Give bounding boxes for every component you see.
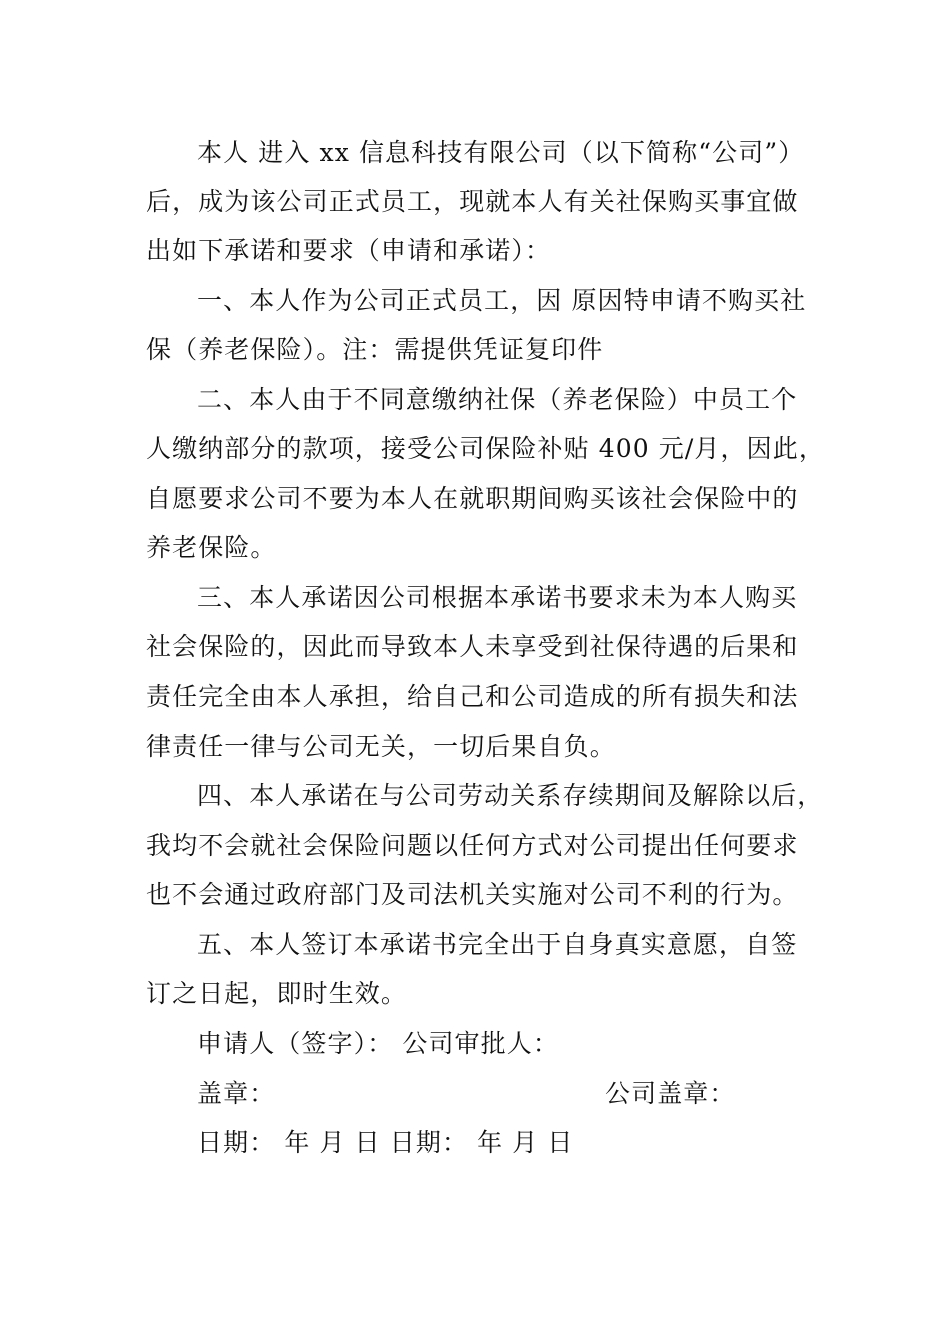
applicant-signature-line: 申请人（签字）： 公司审批人： — [197, 1029, 559, 1058]
clause-4-line-3: 也不会通过政府部门及司法机关实施对公司不利的行为。 — [146, 880, 799, 909]
clause-4-line-2: 我均不会就社会保险问题以任何方式对公司提出任何要求 — [146, 831, 799, 860]
date-line: 日期： 年 月 日 日期： 年 月 日 — [197, 1128, 574, 1157]
company-stamp-label: 公司盖章： — [605, 1079, 736, 1108]
clause-4-line-1: 四、本人承诺在与公司劳动关系存续期间及解除以后， — [197, 781, 824, 810]
clause-3-line-4: 律责任一律与公司无关，一切后果自负。 — [146, 732, 616, 761]
clause-1-line-2: 保（养老保险）。注：需提供凭证复印件 — [146, 335, 604, 364]
clause-2-line-2: 人缴纳部分的款项，接受公司保险补贴 400 元/月，因此， — [146, 434, 825, 463]
clause-3-line-1: 三、本人承诺因公司根据本承诺书要求未为本人购买 — [197, 583, 798, 612]
clause-1-line-1: 一、本人作为公司正式员工，因 原因特申请不购买社 — [197, 286, 807, 315]
clause-2-line-3: 自愿要求公司不要为本人在就职期间购买该社会保险中的 — [146, 484, 799, 513]
paragraph-intro-line-1: 本人 进入 xx 信息科技有限公司（以下简称“公司”） — [197, 138, 805, 167]
clause-2-line-4: 养老保险。 — [146, 533, 277, 562]
clause-2-line-1: 二、本人由于不同意缴纳社保（养老保险）中员工个 — [197, 385, 798, 414]
paragraph-intro-line-2: 后，成为该公司正式员工，现就本人有关社保购买事宜做 — [146, 187, 799, 216]
clause-5-line-1: 五、本人签订本承诺书完全出于自身真实意愿，自签 — [197, 930, 798, 959]
clause-3-line-3: 责任完全由本人承担，给自己和公司造成的所有损失和法 — [146, 682, 799, 711]
stamp-label: 盖章： — [197, 1079, 276, 1108]
paragraph-intro-line-3: 出如下承诺和要求（申请和承诺）： — [146, 236, 552, 265]
clause-3-line-2: 社会保险的，因此而导致本人未享受到社保待遇的后果和 — [146, 632, 799, 661]
clause-5-line-2: 订之日起，即时生效。 — [146, 979, 408, 1008]
